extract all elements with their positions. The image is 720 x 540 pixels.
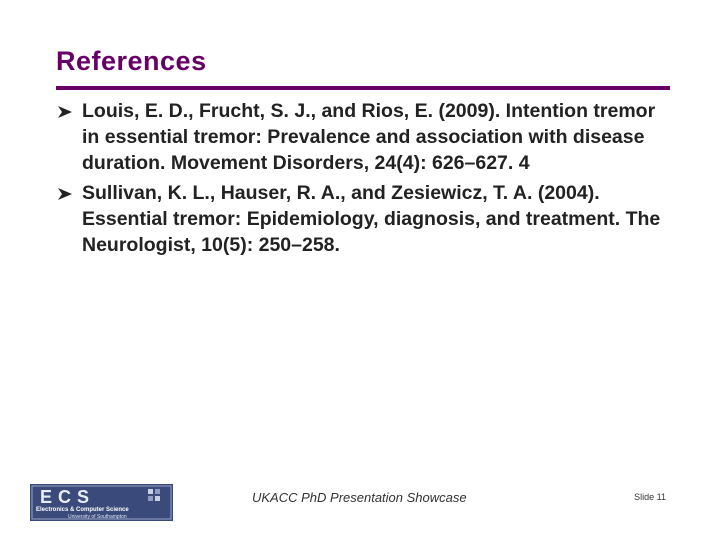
- reference-text: Louis, E. D., Frucht, S. J., and Rios, E. (2009). Intention tremor in essential tremor: Prevalence and association with disease duration. Movement Disorders, 24(4): 626–627. 4: [82, 100, 656, 174]
- reference-item: [56, 98, 676, 176]
- reference-text: Sullivan, K. L., Hauser, R. A., and Zesiewicz, T. A. (2004). Essential tremor: Epidemiology, diagnosis, and treatment. The Neurologist, 10(5): 250–258.: [82, 182, 661, 256]
- ecs-logo: [30, 484, 173, 521]
- logo-main-text: ECS: [40, 487, 96, 507]
- logo-line-1: Electronics & Computer Science: [36, 507, 129, 513]
- slide-number: Slide 11: [634, 492, 666, 502]
- arrow-right-icon: [57, 187, 73, 201]
- arrow-right-icon: [57, 105, 73, 119]
- reference-list: [56, 98, 676, 262]
- slide-title: References: [56, 46, 207, 76]
- footer-event-name: UKACC PhD Presentation Showcase: [252, 490, 467, 505]
- logo-line-2: University of Southampton: [68, 514, 127, 520]
- title-divider: [56, 86, 670, 90]
- reference-item: [56, 180, 676, 258]
